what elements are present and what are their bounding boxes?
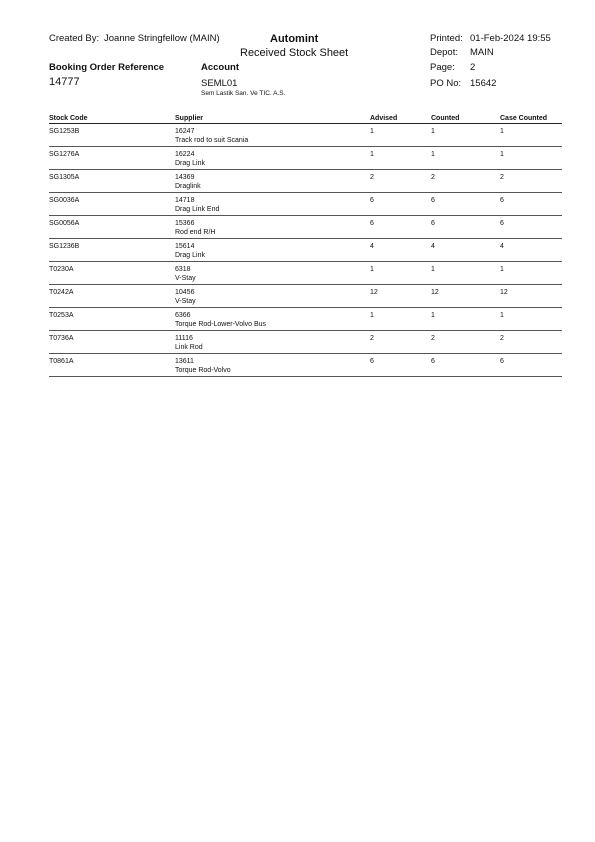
counted-qty: 6 (431, 220, 435, 227)
table-row (49, 193, 562, 216)
table-row (49, 147, 562, 170)
page-label: Page: (430, 62, 455, 73)
supplier-ref: 10456 (175, 289, 195, 296)
supplier-ref: 14718 (175, 197, 195, 204)
supplier-cell (175, 358, 231, 375)
page-value: 2 (470, 62, 476, 73)
supplier-cell (175, 243, 205, 260)
table-row (49, 216, 562, 239)
table-row (49, 124, 562, 147)
company-name: Automint (270, 33, 319, 45)
case-counted-qty: 2 (500, 174, 504, 181)
supplier-cell (175, 266, 196, 283)
booking-order-label: Booking Order Reference (49, 62, 165, 73)
table-row (49, 285, 562, 308)
case-counted-qty: 1 (500, 128, 504, 135)
supplier-desc: Drag Link (175, 251, 205, 259)
supplier-desc: Track rod to suit Scania (175, 136, 249, 144)
column-header-stock-code: Stock Code (49, 115, 88, 122)
stock-code: SG1305A (49, 174, 80, 181)
advised-qty: 1 (370, 151, 374, 158)
supplier-desc: Link Rod (175, 343, 203, 351)
created-by-value: Joanne Stringfellow (MAIN) (104, 33, 220, 44)
stock-code: T0230A (49, 266, 74, 273)
counted-qty: 2 (431, 174, 435, 181)
counted-qty: 6 (431, 358, 435, 365)
stock-code: SG1276A (49, 151, 80, 158)
case-counted-qty: 1 (500, 312, 504, 319)
supplier-ref: 6366 (175, 312, 191, 319)
table-row (49, 239, 562, 262)
supplier-desc: Drag Link (175, 159, 205, 167)
supplier-cell (175, 128, 248, 145)
stock-code: SG1236B (49, 243, 80, 250)
stock-code: SG1253B (49, 128, 80, 135)
supplier-desc: Torque Rod-Volvo (175, 366, 231, 374)
supplier-desc: Torque Rod-Lower-Volvo Bus (175, 320, 267, 328)
table-row (49, 262, 562, 285)
advised-qty: 2 (370, 335, 374, 342)
counted-qty: 1 (431, 151, 435, 158)
column-header-case-counted: Case Counted (500, 115, 548, 122)
supplier-cell (175, 197, 219, 214)
advised-qty: 1 (370, 128, 374, 135)
printed-value: 01-Feb-2024 19:55 (470, 33, 551, 44)
counted-qty: 12 (431, 289, 439, 296)
case-counted-qty: 6 (500, 358, 504, 365)
case-counted-qty: 6 (500, 197, 504, 204)
supplier-ref: 16247 (175, 128, 195, 135)
case-counted-qty: 12 (500, 289, 508, 296)
counted-qty: 1 (431, 266, 435, 273)
supplier-ref: 15366 (175, 220, 195, 227)
account-name: Sem Lastik San. Ve TIC. A.S. (201, 90, 286, 97)
case-counted-qty: 1 (500, 151, 504, 158)
advised-qty: 6 (370, 220, 374, 227)
table-row (49, 308, 562, 331)
supplier-desc: V-Stay (175, 297, 196, 305)
supplier-cell (175, 312, 266, 329)
advised-qty: 1 (370, 266, 374, 273)
account-label: Account (201, 62, 239, 73)
supplier-ref: 14369 (175, 174, 195, 181)
column-header-counted: Counted (431, 115, 460, 122)
supplier-ref: 6318 (175, 266, 191, 273)
created-by-label: Created By: (49, 33, 100, 44)
supplier-cell (175, 174, 201, 191)
counted-qty: 4 (431, 243, 435, 250)
stock-table (49, 124, 562, 377)
depot-label: Depot: (430, 47, 458, 58)
advised-qty: 6 (370, 358, 374, 365)
case-counted-qty: 2 (500, 335, 504, 342)
counted-qty: 6 (431, 197, 435, 204)
column-header-advised: Advised (370, 115, 398, 122)
supplier-cell (175, 220, 215, 237)
table-row (49, 170, 562, 193)
printed-label: Printed: (430, 33, 463, 44)
po-label: PO No: (430, 78, 462, 89)
supplier-ref: 15614 (175, 243, 195, 250)
po-value: 15642 (470, 78, 497, 89)
advised-qty: 4 (370, 243, 374, 250)
stock-code: SG0056A (49, 220, 80, 227)
sheet-title: Received Stock Sheet (240, 47, 349, 59)
stock-code: T0242A (49, 289, 74, 296)
supplier-cell (175, 335, 203, 352)
stock-code: T0736A (49, 335, 74, 342)
account-code: SEML01 (201, 78, 238, 89)
column-header-supplier: Supplier (175, 115, 204, 122)
table-row (49, 354, 562, 377)
supplier-ref: 13611 (175, 358, 194, 365)
advised-qty: 12 (370, 289, 378, 296)
counted-qty: 1 (431, 128, 435, 135)
stock-code: T0253A (49, 312, 74, 319)
supplier-desc: V-Stay (175, 274, 196, 282)
stock-code: T0861A (49, 358, 74, 365)
depot-value: MAIN (470, 47, 494, 58)
advised-qty: 1 (370, 312, 374, 319)
counted-qty: 2 (431, 335, 435, 342)
stock-code: SG0036A (49, 197, 80, 204)
table-row (49, 331, 562, 354)
supplier-cell (175, 151, 205, 168)
counted-qty: 1 (431, 312, 435, 319)
advised-qty: 6 (370, 197, 374, 204)
advised-qty: 2 (370, 174, 374, 181)
booking-order-value: 14777 (49, 76, 80, 88)
supplier-ref: 16224 (175, 151, 195, 158)
supplier-cell (175, 289, 196, 306)
supplier-desc: Draglink (175, 182, 201, 190)
case-counted-qty: 4 (500, 243, 504, 250)
supplier-desc: Drag Link End (175, 205, 220, 213)
supplier-desc: Rod end R/H (175, 228, 216, 236)
case-counted-qty: 1 (500, 266, 504, 273)
supplier-ref: 11116 (175, 335, 193, 342)
case-counted-qty: 6 (500, 220, 504, 227)
